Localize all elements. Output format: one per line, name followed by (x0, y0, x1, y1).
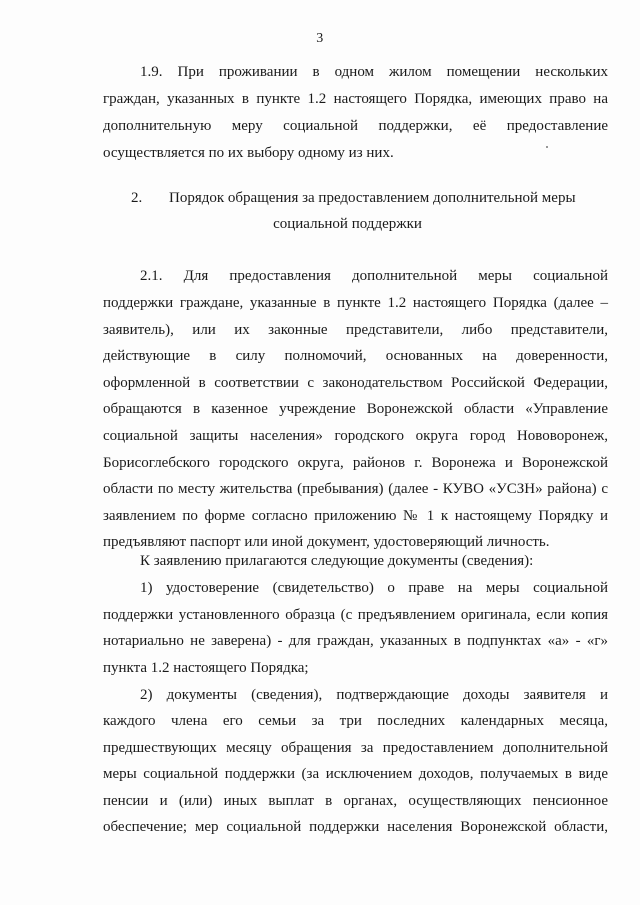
text-line: пункта 1.2 настоящего Порядка; (103, 660, 309, 676)
text-line: социальной защиты населения» городского округа город Нововоронеж, (103, 428, 608, 444)
text-line: Борисоглебского городского округа, районов г. Воронежа и Воронежской (103, 455, 608, 471)
text-line: дополнительную меру социальной поддержки, её предоставление (103, 118, 608, 134)
text-line: оформленной в соответствии с законодательством Российской Федерации, (103, 375, 608, 391)
text-line: осуществляется по их выбору одному из них. (103, 145, 394, 161)
text-line: поддержки граждане, указанные в пункте 1.2 настоящего Порядка (далее – (103, 295, 608, 311)
text-line: поддержки установленного образца (с предъявлением оригинала, если копия (103, 607, 608, 623)
attachments-intro: К заявлению прилагаются следующие документы (сведения): (140, 553, 534, 569)
text-line: заявлением по форме согласно приложению № 1 к настоящему Порядку и (103, 508, 608, 524)
text-line: нотариально не заверена) - для граждан, указанных в подпунктах «а» - «г» (103, 633, 608, 649)
text-line: 2) документы (сведения), подтверждающие доходы заявителя и (140, 687, 608, 703)
scan-speck (546, 146, 548, 148)
section-title-line-2: социальной поддержки (273, 216, 422, 232)
text-line: каждого члена его семьи за три последних календарных месяца, (103, 713, 608, 729)
text-line: обеспечение; мер социальной поддержки населения Воронежской области, (103, 819, 608, 835)
text-line: 2.1. Для предоставления дополнительной меры социальной (140, 268, 608, 284)
text-line: обращаются в казенное учреждение Воронежской области «Управление (103, 401, 608, 417)
page-number: 3 (316, 31, 324, 46)
text-line: предшествующих месяцу обращения за предоставлением дополнительной (103, 740, 608, 756)
text-line: области по месту жительства (пребывания) (далее - КУВО «УСЗН» района) с (103, 481, 608, 497)
text-line: предъявляют паспорт или иной документ, удостоверяющий личность. (103, 534, 550, 550)
text-line: пенсии и (или) иных выплат в органах, осуществляющих пенсионное (103, 793, 608, 809)
section-number: 2. (131, 190, 143, 206)
text-line: 1) удостоверение (свидетельство) о праве на меры социальной (140, 580, 608, 596)
text-line: 1.9. При проживании в одном жилом помещении нескольких (140, 64, 608, 80)
section-title-line-1: Порядок обращения за предоставлением дополнительной меры (169, 190, 576, 206)
text-line: меры социальной поддержки (за исключением доходов, получаемых в виде (103, 766, 608, 782)
text-line: действующие в силу полномочий, основанных на доверенности, (103, 348, 608, 364)
text-line: заявитель), или их законные представители, либо представители, (103, 322, 608, 338)
text-line: граждан, указанных в пункте 1.2 настоящего Порядка, имеющих право на (103, 91, 608, 107)
